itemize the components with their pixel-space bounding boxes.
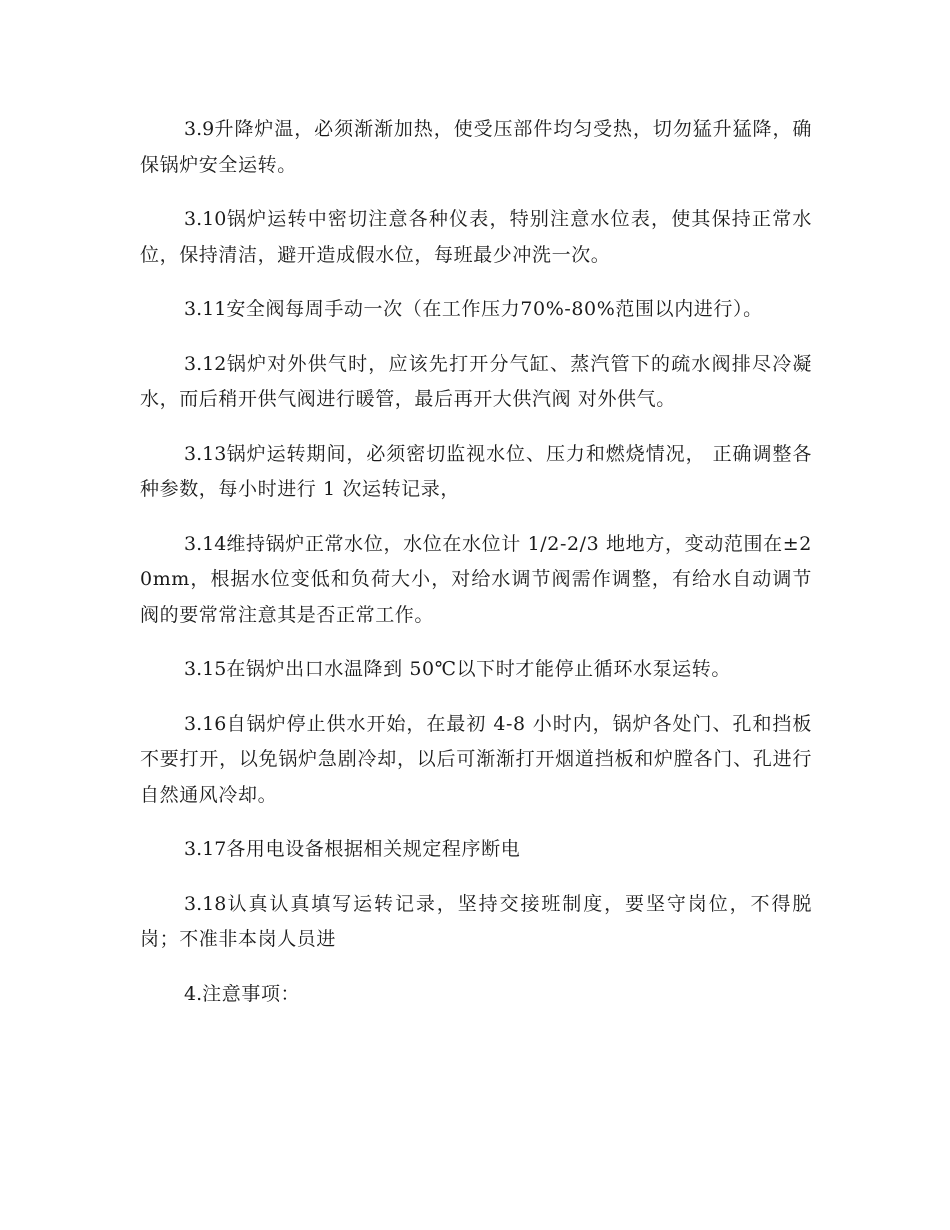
paragraph-number: 3.17 [184, 838, 227, 860]
paragraph-3-17 [140, 832, 812, 868]
paragraph-3-13 [140, 437, 812, 508]
paragraph-text: 各用电设备根据相关规定程序断电 [226, 838, 521, 860]
paragraph-text: 锅炉运转期间，必须密切监视水位、压力和燃烧情况， 正确调整各种参数，每小时进行 1 次运转记录， [140, 442, 812, 500]
paragraph-number: 3.15 [184, 658, 227, 680]
paragraph-3-18 [140, 887, 812, 958]
paragraph-text: 升降炉温，必须渐渐加热，使受压部件均匀受热，切勿猛升猛降，确保锅炉安全运转。 [140, 118, 812, 176]
paragraph-3-14 [140, 527, 812, 634]
paragraph-number: 3.18 [184, 892, 227, 915]
section-heading-4 [140, 977, 812, 1013]
paragraph-text: 认真认真填写运转记录，坚持交接班制度，要坚守岗位，不得脱岗；不准非本岗人员进 [140, 892, 812, 950]
paragraph-3-10 [140, 202, 812, 273]
paragraph-text: 锅炉运转中密切注意各种仪表，特别注意水位表，使其保持正常水位，保持清洁，避开造成假水位，每班最少冲洗一次。 [140, 208, 812, 266]
paragraph-number: 3.16 [184, 712, 227, 735]
paragraph-text: 锅炉对外供气时，应该先打开分气缸、蒸汽管下的疏水阀排尽冷凝水，而后稍开供气阀进行暖管，最后再开大供汽阀 对外供气。 [140, 352, 812, 410]
paragraph-number: 3.14 [184, 532, 227, 555]
paragraph-number: 3.11 [184, 298, 227, 320]
paragraph-number: 3.12 [184, 352, 227, 375]
paragraph-text: 注意事项： [202, 982, 301, 1005]
paragraph-3-16 [140, 707, 812, 814]
paragraph-number: 4. [184, 982, 203, 1005]
paragraph-number: 3.10 [184, 208, 227, 230]
paragraph-3-9 [140, 112, 812, 183]
paragraph-3-11 [140, 292, 812, 328]
paragraph-number: 3.13 [184, 442, 227, 465]
paragraph-text: 在锅炉出口水温降到 50℃以下时才能停止循环水泵运转。 [226, 658, 731, 680]
paragraph-3-12 [140, 347, 812, 418]
paragraph-3-15 [140, 652, 812, 688]
document-body [140, 112, 812, 1031]
paragraph-number: 3.9 [184, 118, 215, 140]
paragraph-text: 自锅炉停止供水开始，在最初 4-8 小时内，锅炉各处门、孔和挡板不要打开，以免锅炉急剧冷却，以后可渐渐打开烟道挡板和炉膛各门、孔进行自然通风冷却。 [140, 712, 812, 806]
paragraph-text: 维持锅炉正常水位，水位在水位计 1/2-2/3 地地方，变动范围在±20mm，根据水位变低和负荷大小，对给水调节阀需作调整，有给水自动调节阀的要常常注意其是否正常工作。 [140, 532, 812, 626]
paragraph-text: 安全阀每周手动一次（在工作压力70%-80%范围以内进行）。 [226, 298, 763, 320]
